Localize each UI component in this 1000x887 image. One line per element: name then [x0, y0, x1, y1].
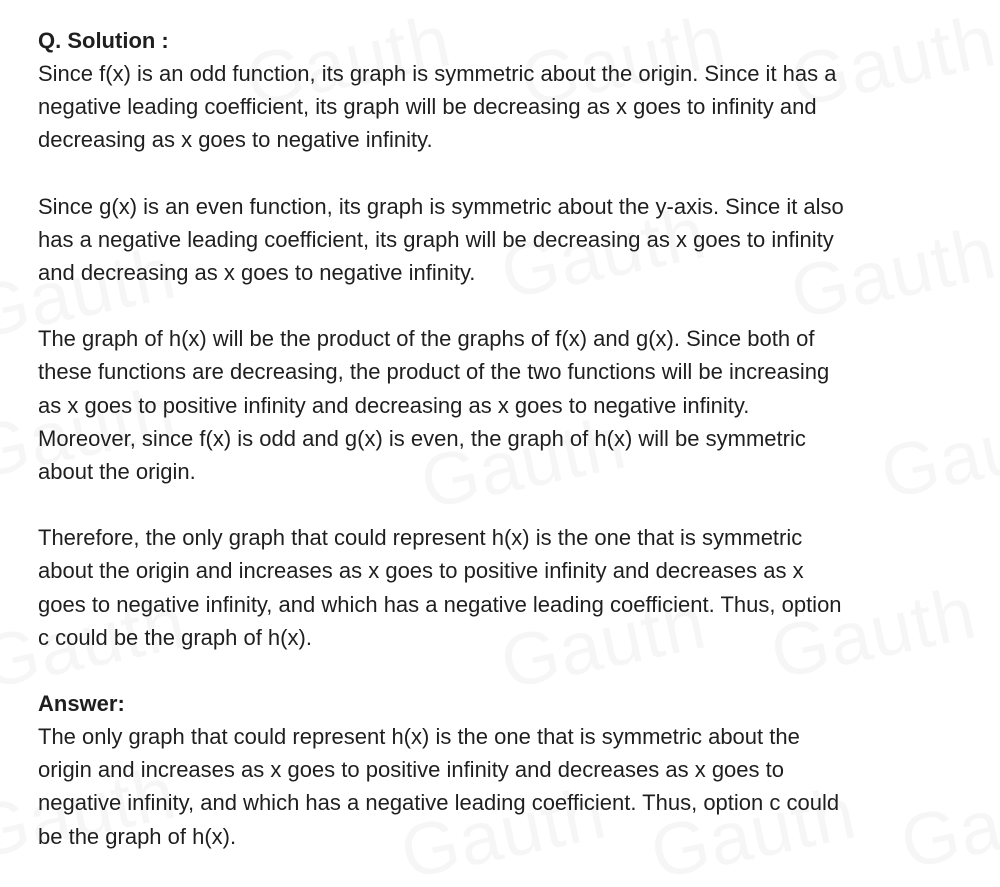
text-line: has a negative leading coefficient, its graph will be decreasing as x goes to infinity: [38, 226, 834, 252]
text-line: The graph of h(x) will be the product of the graphs of f(x) and g(x). Since both of: [38, 326, 815, 352]
solution-paragraph-3: [38, 322, 968, 488]
text-line: decreasing as x goes to negative infinity.: [38, 127, 433, 153]
answer-paragraph: [38, 720, 968, 853]
text-line: origin and increases as x goes to positive infinity and decreases as x goes to: [38, 757, 784, 783]
text-line: Since g(x) is an even function, its graph is symmetric about the y-axis. Since it also: [38, 193, 844, 219]
solution-paragraph-1: [38, 57, 968, 157]
text-line: Therefore, the only graph that could represent h(x) is the one that is symmetric: [38, 525, 803, 551]
solution-paragraph-4: [38, 521, 968, 654]
text-line: about the origin and increases as x goes to positive infinity and decreases as x: [38, 558, 804, 584]
text-line: be the graph of h(x).: [38, 823, 237, 849]
text-line: these functions are decreasing, the product of the two functions will be increasing: [38, 359, 830, 385]
answer-heading: Answer:: [38, 691, 125, 717]
text-line: goes to negative infinity, and which has a negative leading coefficient. Thus, option: [38, 591, 842, 617]
text-line: negative infinity, and which has a negative leading coefficient. Thus, option c could: [38, 790, 840, 816]
text-line: Moreover, since f(x) is odd and g(x) is even, the graph of h(x) will be symmetric: [38, 425, 806, 451]
text-line: about the origin.: [38, 459, 196, 485]
solution-heading: Q. Solution :: [38, 28, 169, 53]
text-line: c could be the graph of h(x).: [38, 624, 312, 650]
text-line: The only graph that could represent h(x) is the one that is symmetric about the: [38, 724, 800, 750]
text-line: as x goes to positive infinity and decreasing as x goes to negative infinity.: [38, 392, 750, 418]
text-line: Since f(x) is an odd function, its graph is symmetric about the origin. Since it has a: [38, 61, 837, 86]
text-line: negative leading coefficient, its graph will be decreasing as x goes to infinity and: [38, 94, 817, 120]
solution-document: [38, 24, 968, 853]
text-line: and decreasing as x goes to negative infinity.: [38, 260, 476, 286]
solution-paragraph-2: [38, 190, 968, 290]
